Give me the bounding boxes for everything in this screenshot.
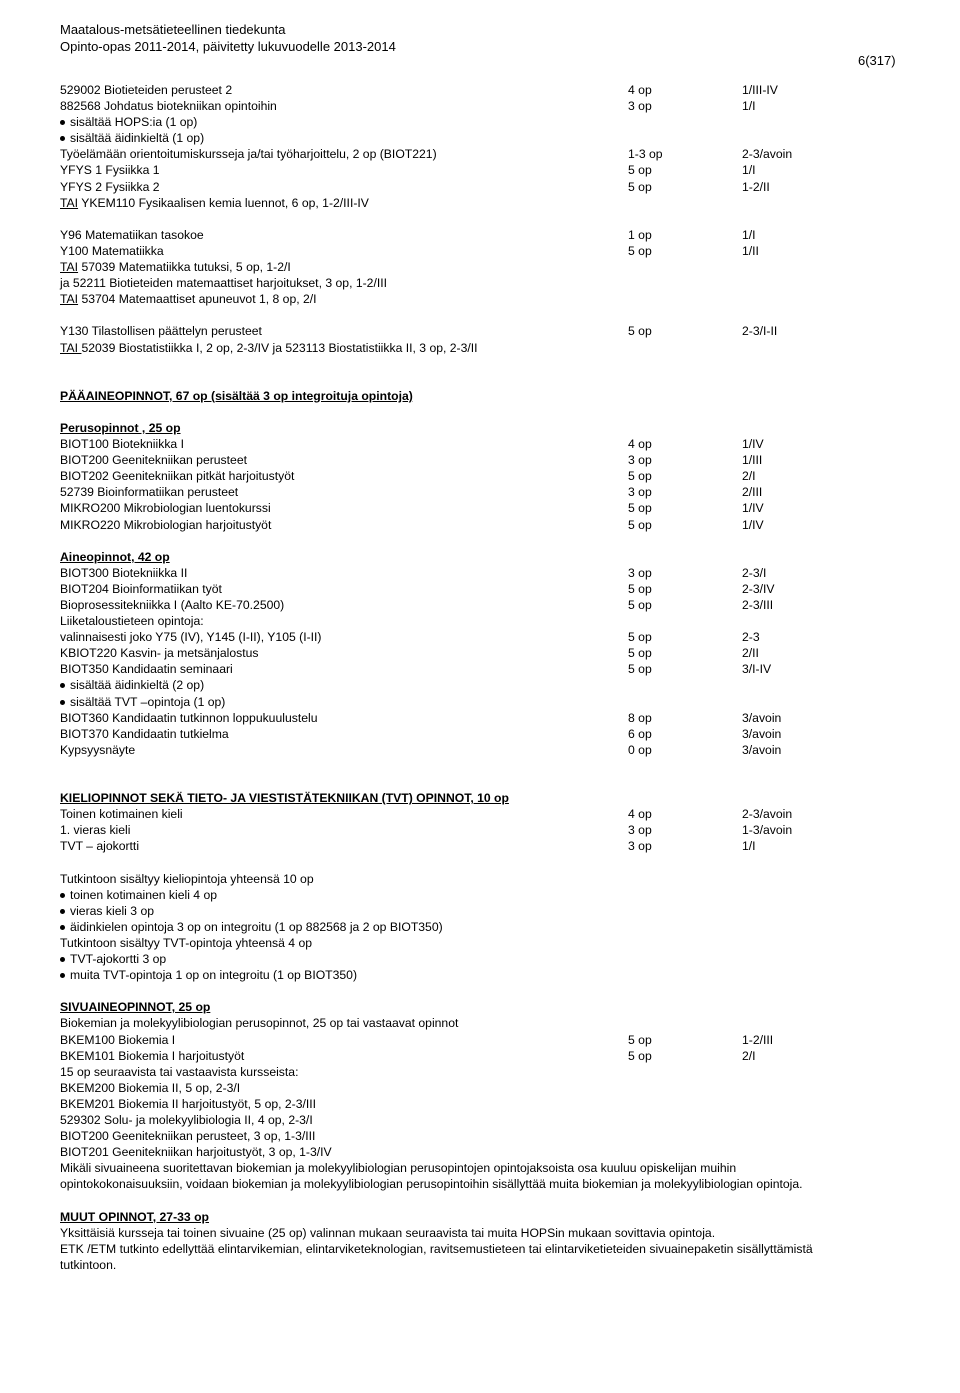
course-title: TVT-ajokortti 3 op xyxy=(70,952,167,967)
course-credits: 1-3 op xyxy=(628,147,663,162)
document-header xyxy=(60,21,396,55)
course-credits: 8 op xyxy=(628,710,652,725)
bullet-item xyxy=(60,903,920,919)
course-title: valinnaisesti joko Y75 (IV), Y145 (I-II), Y105 (I-II) xyxy=(60,630,322,645)
course-period: 2/II xyxy=(742,646,759,661)
course-credits: 5 op xyxy=(628,1048,652,1063)
bullet-item xyxy=(60,677,920,693)
course-row xyxy=(60,822,920,838)
course-credits: 5 op xyxy=(628,581,652,596)
tai-label: TAI xyxy=(60,260,79,275)
course-title: Bioprosessitekniikka I (Aalto KE-70.2500) xyxy=(60,598,285,612)
course-row xyxy=(60,629,920,645)
course-credits: 5 op xyxy=(628,598,652,612)
course-title: BIOT200 Geenitekniikan perusteet xyxy=(60,453,247,468)
course-title: BKEM101 Biokemia I harjoitustyöt xyxy=(60,1048,245,1063)
course-credits: 5 op xyxy=(628,501,652,516)
section-title-muut: MUUT OPINNOT, 27-33 op xyxy=(60,1209,209,1224)
course-period: 3/avoin xyxy=(742,726,782,741)
course-title: BIOT204 Bioinformatiikan työt xyxy=(60,581,222,596)
course-title: BKEM100 Biokemia I xyxy=(60,1032,176,1047)
course-row xyxy=(60,436,920,452)
course-title: KBIOT220 Kasvin- ja metsänjalostus xyxy=(60,646,259,661)
course-row xyxy=(60,645,920,661)
tai-label: TAI xyxy=(60,340,82,355)
course-row xyxy=(60,82,920,98)
course-row xyxy=(60,710,920,726)
course-credits: 5 op xyxy=(628,179,652,194)
course-title: BKEM201 Biokemia II harjoitustyöt, 5 op, 2-3/III xyxy=(60,1096,317,1111)
course-period: 1/I xyxy=(742,99,756,114)
course-title: vieras kieli 3 op xyxy=(70,903,154,918)
course-period: 1/III xyxy=(742,453,763,468)
course-period: 1/I xyxy=(742,163,756,178)
course-row xyxy=(60,500,920,516)
course-list-sivu xyxy=(60,1015,920,1160)
document-body xyxy=(60,82,920,1273)
bullet-item xyxy=(60,114,920,130)
bullet-item xyxy=(60,951,920,967)
course-title: Toinen kotimainen kieli xyxy=(60,807,183,822)
course-credits: 5 op xyxy=(628,646,652,661)
course-title: sisältää HOPS:ia (1 op) xyxy=(70,115,198,130)
course-list-aine xyxy=(60,565,920,758)
course-credits: 1 op xyxy=(628,227,652,242)
course-list-block2 xyxy=(60,227,920,259)
course-row xyxy=(60,1064,920,1080)
course-row xyxy=(60,1112,920,1128)
section-title-kieli: KIELIOPINNOT SEKÄ TIETO- JA VIESTISTÄTEKNIIKAN (TVT) OPINNOT, 10 op xyxy=(60,791,509,806)
course-title: 882568 Johdatus biotekniikan opintoihin xyxy=(60,99,277,114)
course-row xyxy=(60,597,920,613)
course-row xyxy=(60,1080,920,1096)
page-number: 6(317) xyxy=(858,53,896,68)
course-title: sisältää äidinkieltä (2 op) xyxy=(70,678,205,693)
course-row xyxy=(60,1015,920,1031)
course-row xyxy=(60,146,920,162)
course-title: 52739 Bioinformatiikan perusteet xyxy=(60,485,239,500)
course-row xyxy=(60,1032,920,1048)
course-period: 1/IV xyxy=(742,501,764,516)
bullet-item xyxy=(60,694,920,710)
course-row xyxy=(60,468,920,484)
course-period: 3/avoin xyxy=(742,710,782,725)
course-credits: 3 op xyxy=(628,99,652,114)
course-period: 1/III-IV xyxy=(742,83,778,97)
etk-note: ETK /ETM tutkinto edellyttää elintarvikemian, elintarviketeknologian, ravitsemustieteen tai elintarviketieteiden sivuainepaketin sisällyttämistä tutkintoon. xyxy=(60,1241,813,1272)
course-credits: 5 op xyxy=(628,662,652,677)
tai-label: TAI xyxy=(60,292,79,307)
course-credits: 3 op xyxy=(628,823,652,838)
course-row xyxy=(60,935,920,951)
course-row xyxy=(60,517,920,533)
course-period: 3/avoin xyxy=(742,742,782,757)
course-title: 1. vieras kieli xyxy=(60,823,131,838)
course-credits: 3 op xyxy=(628,565,652,580)
course-title: 529002 Biotieteiden perusteet 2 xyxy=(60,83,233,97)
course-credits: 5 op xyxy=(628,630,652,645)
course-row xyxy=(60,484,920,500)
course-row xyxy=(60,871,920,887)
course-credits: 5 op xyxy=(628,243,652,258)
section-title-paaaine: PÄÄAINEOPINNOT, 67 op (sisältää 3 op integroituja opintoja) xyxy=(60,388,413,403)
course-credits: 4 op xyxy=(628,83,652,97)
course-period: 2/III xyxy=(742,485,763,500)
course-title: TVT – ajokortti xyxy=(60,839,140,854)
course-title: sisältää äidinkieltä (1 op) xyxy=(70,131,205,146)
course-title: BIOT201 Geenitekniikan harjoitustyöt, 3 op, 1-3/IV xyxy=(60,1145,332,1160)
course-credits: 0 op xyxy=(628,742,652,757)
course-row xyxy=(60,452,920,468)
course-title: BIOT350 Kandidaatin seminaari xyxy=(60,662,233,677)
course-period: 2-3/I xyxy=(742,565,767,580)
course-title: YFYS 1 Fysiikka 1 xyxy=(60,163,160,178)
course-period: 1/IV xyxy=(742,517,764,532)
course-title: toinen kotimainen kieli 4 op xyxy=(70,887,218,902)
tai-label: TAI xyxy=(60,195,79,210)
bullet-item xyxy=(60,130,920,146)
faculty-name: Maatalous-metsätieteellinen tiedekunta xyxy=(60,22,286,37)
other-studies-note: Yksittäisiä kursseja tai toinen sivuaine (25 op) valinnan mukaan seuraavista tai muita HOPSin mukaan sovittavia opintoja. xyxy=(60,1225,716,1240)
course-row xyxy=(60,1144,920,1160)
course-title: BKEM200 Biokemia II, 5 op, 2-3/I xyxy=(60,1080,241,1095)
course-title: MIKRO200 Mikrobiologian luentokurssi xyxy=(60,501,271,516)
alt-course-row: TAI 52039 Biostatistiikka I, 2 op, 2-3/IV ja 523113 Biostatistiikka II, 3 op, 2-3/II xyxy=(60,340,478,355)
course-credits: 6 op xyxy=(628,726,652,741)
course-title: Liiketaloustieteen opintoja: xyxy=(60,614,204,629)
course-title: BIOT202 Geenitekniikan pitkät harjoitustyöt xyxy=(60,469,295,484)
guide-title: Opinto-opas 2011-2014, päivitetty lukuvuodelle 2013-2014 xyxy=(60,39,396,54)
course-title: muita TVT-opintoja 1 op on integroitu (1 op BIOT350) xyxy=(70,968,358,983)
course-row xyxy=(60,565,920,581)
course-row xyxy=(60,1128,920,1144)
alt-course-row: TAI 57039 Matematiikka tutuksi, 5 op, 1-2/I xyxy=(60,260,291,275)
course-title: 529302 Solu- ja molekyylibiologia II, 4 op, 2-3/I xyxy=(60,1113,313,1127)
course-title: Biokemian ja molekyylibiologian perusopinnot, 25 op tai vastaavat opinnot xyxy=(60,1016,459,1031)
course-title: Tutkintoon sisältyy TVT-opintoja yhteensä 4 op xyxy=(60,935,313,950)
course-title: BIOT100 Biotekniikka I xyxy=(60,437,184,452)
course-credits: 5 op xyxy=(628,163,652,178)
course-row xyxy=(60,98,920,114)
language-summary xyxy=(60,871,920,984)
course-credits: 3 op xyxy=(628,453,652,468)
course-title: äidinkielen opintoja 3 op on integroitu (1 op 882568 ja 2 op BIOT350) xyxy=(70,919,443,934)
course-title: BIOT200 Geenitekniikan perusteet, 3 op, 1-3/III xyxy=(60,1129,316,1144)
course-row xyxy=(60,179,920,195)
course-title: Tutkintoon sisältyy kieliopintoja yhteensä 10 op xyxy=(60,871,314,886)
course-title: 15 op seuraavista tai vastaavista kursseista: xyxy=(60,1064,299,1079)
course-row xyxy=(60,1096,920,1112)
course-row xyxy=(60,227,920,243)
subsection-title-aine: Aineopinnot, 42 op xyxy=(60,549,170,564)
course-title: Kypsyysnäyte xyxy=(60,742,136,757)
course-title: BIOT370 Kandidaatin tutkielma xyxy=(60,726,229,741)
course-row: Y130 Tilastollisen päättelyn perusteet 5 op 2-3/I-II xyxy=(60,324,778,339)
subsection-title-perus: Perusopinnot , 25 op xyxy=(60,420,181,435)
course-row xyxy=(60,162,920,178)
course-period: 1-2/III xyxy=(742,1032,774,1047)
course-period: 1/I xyxy=(742,839,756,854)
course-row: ja 52211 Biotieteiden matemaattiset harjoitukset, 3 op, 1-2/III xyxy=(60,276,387,291)
course-row xyxy=(60,806,920,822)
course-title: YFYS 2 Fysiikka 2 xyxy=(60,179,160,194)
course-period: 1/IV xyxy=(742,437,764,452)
course-title: sisältää TVT –opintoja (1 op) xyxy=(70,694,226,709)
course-period: 2-3/avoin xyxy=(742,807,793,822)
course-period: 3/I-IV xyxy=(742,662,772,677)
minor-note: Mikäli sivuaineena suoritettavan biokemian ja molekyylibiologian perusopintojen opintojaksoista osa kuuluu opiskelijan muihin opintokokonaisuuksiin, voidaan biokemian ja molekyylibiologian perusopintoihin sisällyttää muita biokemian ja molekyylibiologian opintoja. xyxy=(60,1161,803,1192)
course-credits: 5 op xyxy=(628,1032,652,1047)
alt-course-row: TAI YKEM110 Fysikaalisen kemia luennot, 6 op, 1-2/III-IV xyxy=(60,195,369,210)
bullet-item xyxy=(60,887,920,903)
course-period: 2-3/avoin xyxy=(742,147,793,162)
course-credits: 5 op xyxy=(628,517,652,532)
course-period: 2-3/IV xyxy=(742,581,775,596)
course-title: Y96 Matematiikan tasokoe xyxy=(60,227,204,242)
course-period: 2-3 xyxy=(742,630,760,645)
course-period: 1/I xyxy=(742,227,756,242)
course-row xyxy=(60,726,920,742)
course-credits: 5 op xyxy=(628,469,652,484)
course-title: BIOT360 Kandidaatin tutkinnon loppukuulustelu xyxy=(60,710,318,725)
course-credits: 3 op xyxy=(628,485,652,500)
bullet-item xyxy=(60,967,920,983)
course-row xyxy=(60,838,920,854)
course-title: Y100 Matematiikka xyxy=(60,243,164,258)
course-period: 1/II xyxy=(742,243,759,258)
course-list-block1 xyxy=(60,82,920,195)
course-list-perus xyxy=(60,436,920,533)
course-list-kieli xyxy=(60,806,920,854)
course-period: 2/I xyxy=(742,1048,756,1063)
alt-course-row: TAI 53704 Matemaattiset apuneuvot 1, 8 op, 2/I xyxy=(60,292,317,307)
bullet-item xyxy=(60,919,920,935)
course-row xyxy=(60,1048,920,1064)
course-credits: 3 op xyxy=(628,839,652,854)
course-credits: 4 op xyxy=(628,437,652,452)
course-row xyxy=(60,613,920,629)
course-row xyxy=(60,243,920,259)
course-title: Työelämään orientoitumiskursseja ja/tai työharjoittelu, 2 op (BIOT221) xyxy=(60,147,437,162)
course-period: 2/I xyxy=(742,469,756,484)
course-period: 2-3/III xyxy=(742,598,774,612)
course-title: BIOT300 Biotekniikka II xyxy=(60,565,188,580)
course-title: MIKRO220 Mikrobiologian harjoitustyöt xyxy=(60,517,272,532)
course-row xyxy=(60,742,920,758)
course-row xyxy=(60,661,920,677)
course-period: 1-2/II xyxy=(742,179,770,194)
course-row xyxy=(60,581,920,597)
course-credits: 4 op xyxy=(628,807,652,822)
course-period: 1-3/avoin xyxy=(742,823,793,838)
section-title-sivu: SIVUAINEOPINNOT, 25 op xyxy=(60,1000,211,1015)
